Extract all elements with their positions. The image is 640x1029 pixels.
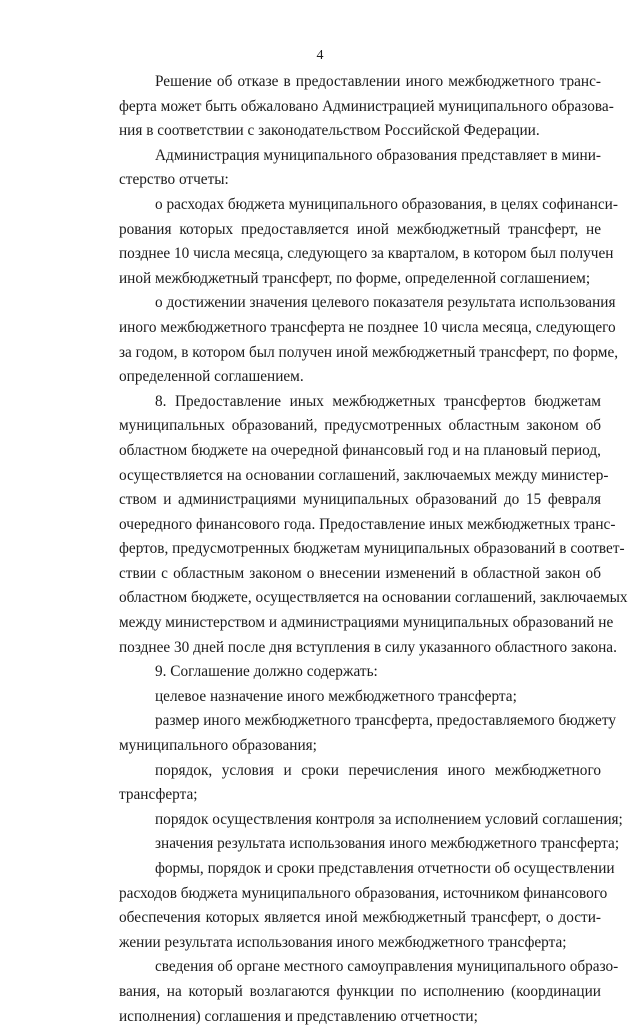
text-line: сведения об органе местного самоуправления муниципального образо- bbox=[155, 958, 619, 976]
text-line: обеспечения которых является иной межбюджетный трансферт, о дости- bbox=[119, 909, 601, 927]
text-line: 8. Предоставление иных межбюджетных трансфертов бюджетам bbox=[155, 392, 601, 410]
text-line: осуществляется на основании соглашений, заключаемых между министер- bbox=[119, 466, 609, 484]
text-line: вания, на который возлагаются функции по исполнению (координации bbox=[119, 982, 601, 1000]
text-line: муниципального образования; bbox=[119, 737, 317, 755]
text-line: порядок осуществления контроля за исполнением условий соглашения; bbox=[155, 810, 623, 828]
text-line: муниципальных образований, предусмотренных областным законом об bbox=[119, 417, 601, 435]
text-line: иного межбюджетного трансферта не позднее 10 числа месяца, следующего bbox=[119, 318, 616, 336]
text-line: целевое назначение иного межбюджетного трансферта; bbox=[155, 687, 517, 705]
text-line: определенной соглашением. bbox=[119, 368, 304, 386]
text-line: рования которых предоставляется иной межбюджетный трансферт, не bbox=[119, 220, 601, 238]
text-line: значения результата использования иного межбюджетного трансферта; bbox=[155, 835, 620, 853]
text-line: порядок, условия и сроки перечисления иного межбюджетного bbox=[155, 761, 601, 779]
text-line: формы, порядок и сроки представления отчетности об осуществлении bbox=[155, 860, 615, 877]
text-line: позднее 30 дней после дня вступления в силу указанного областного закона. bbox=[119, 638, 617, 656]
text-line: размер иного межбюджетного трансферта, предоставляемого бюджету bbox=[155, 712, 616, 730]
text-line: областном бюджете на очередной финансовый год и на плановый период, bbox=[119, 441, 601, 459]
text-line: трансферта; bbox=[119, 786, 198, 804]
text-line: за годом, в котором был получен иной межбюджетный трансферт, по форме, bbox=[119, 343, 619, 361]
text-line: жении результата использования иного межбюджетного трансферта; bbox=[119, 933, 567, 951]
text-line: стерство отчеты: bbox=[119, 171, 229, 189]
text-line: расходов бюджета муниципального образования, источником финансового bbox=[119, 884, 608, 902]
text-line: ствии с областным законом о внесении изменений в областной закон об bbox=[119, 564, 601, 582]
text-line: 9. Соглашение должно содержать: bbox=[155, 663, 378, 681]
text-line: очередного финансового года. Предоставление иных межбюджетных транс- bbox=[119, 515, 616, 533]
text-line: исполнения) соглашения и представлению отчетности; bbox=[119, 1007, 478, 1025]
text-line: Администрация муниципального образования представляет в мини- bbox=[155, 146, 601, 164]
text-line: между министерством и администрациями муниципальных образований не bbox=[119, 614, 614, 632]
text-line: о расходах бюджета муниципального образования, в целях софинанси- bbox=[155, 195, 618, 213]
text-line: Решение об отказе в предоставлении иного межбюджетного транс- bbox=[155, 73, 601, 90]
page-number: 4 bbox=[316, 48, 324, 63]
text-line: областном бюджете, осуществляется на основании соглашений, заключаемых bbox=[119, 589, 628, 607]
text-line: ферта может быть обжаловано Администрацией муниципального образова- bbox=[119, 97, 614, 115]
text-line: иной межбюджетный трансферт, по форме, определенной соглашением; bbox=[119, 269, 591, 287]
document-body bbox=[119, 70, 628, 1029]
text-line: ния в соответствии с законодательством Российской Федерации. bbox=[119, 122, 540, 140]
text-line: о достижении значения целевого показателя результата использования bbox=[155, 294, 616, 312]
text-line: фертов, предусмотренных бюджетам муниципальных образований в соответ- bbox=[119, 540, 625, 558]
text-line: позднее 10 числа месяца, следующего за кварталом, в котором был получен bbox=[119, 245, 614, 263]
text-line: ством и администрациями муниципальных образований до 15 февраля bbox=[119, 491, 601, 509]
